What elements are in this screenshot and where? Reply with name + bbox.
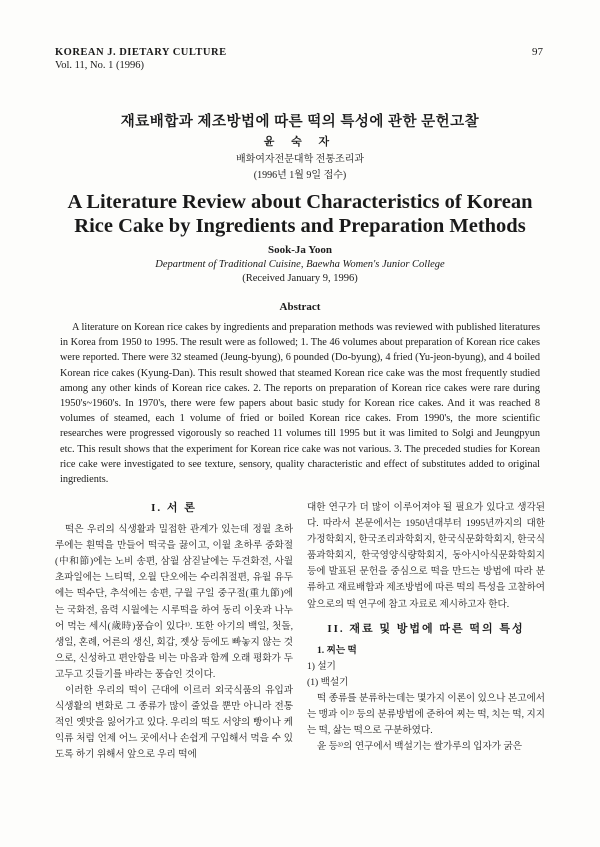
body-paragraph: 떡은 우리의 식생활과 밀접한 관계가 있는데 정월 초하루에는 흰떡을 만들어 떡국을 끓이고, 이월 초하루 중화절(中和節)에는 노비 송편, 삼월 삼짇날에는 두견화전, 사월 초파일에는 느티떡, 오월 단오에는 수리취절편, 유월 유두에는 떡수단, 추석에는 송편, 구월 구일 중구절(重九節)에는 국화전, 음력 시월에는 시루떡을 하여 동리 이웃과 나누어 먹는 세시(歲時)풍습이 있다¹⁾. 또한 아기의 백일, 첫돌, 생일, 혼례, 어른의 생신, 회갑, 젯상 등에도 빠놓지 않는 것으로, 신성하고 편안함을 비는 마음과 함께 오래 평화가 두고두고 깃들기를 바라는 풍습인 것이다. (55, 524, 293, 680)
korean-author: 윤 숙 자 (263, 136, 337, 148)
body-paragraph: 떡 종류를 분류하는데는 몇가지 이론이 있으나 본고에서는 맹과 이²⁾ 등의 분류방법에 준하여 찌는 떡, 치는 떡, 지지는 떡, 삶는 떡으로 구분하였다. (307, 693, 545, 737)
korean-title: 재료배합과 제조방법에 따른 떡의 특성에 관한 문헌고찰 (120, 114, 480, 130)
english-title (0, 190, 600, 238)
left-column (55, 500, 293, 764)
english-title-line1: A Literature Review about Characteristics of Korean (67, 191, 533, 213)
section-heading-introduction: I. 서 론 (151, 502, 197, 514)
korean-affiliation: 배화여자전문대학 전통조리과 (235, 154, 365, 165)
body-paragraph: 윤 등³⁾의 연구에서 백설기는 쌀가루의 입자가 굵은 (317, 741, 522, 753)
english-received-date: (Received January 9, 1996) (242, 273, 358, 284)
english-affiliation: Department of Traditional Cuisine, Baewha Women's Junior College (155, 259, 445, 270)
journal-header (55, 46, 227, 72)
abstract-text: A literature on Korean rice cakes by ingredients and preparation methods was reviewed with published literatures in Korea from 1950 to 1995. The result were as followed; 1. The 46 volumes about preparation of Korean rice cakes were reported. There were 32 steamed (Jeung-byung), 6 pounded (Do-byung), 4 fried (Yu-jeon-byung), and 4 boiled Korean rice cakes (Kyung-Dan). This result showed that steamed Korean rice cake was the most frequently studied among any other kinds of Korean rice cakes. 2. The reports on preparation of Korean rice cakes were rare during 1950's~1960's. In 1970's, there were few papers about basic study for Korean rice cakes. And it was reached 8 volumes of steamed, each 1 volume of fried or boiled Korean rice cakes. From 1990's, the more scientific researches were progressed vigorously so reached 11 volumes till 1995 but it was limited to Solgi and Jeungpyun etc. This result shows that the experiment for Korean rice cake was not various. 3. The preceded studies for Korean rice cake were investigated to see texture, sensory, quality characteristic and effect of substitutes added to original ingredients. (60, 322, 540, 486)
body-paragraph: 이러한 우리의 떡이 근대에 이르러 외국식품의 유입과 식생활의 변화로 그 종류가 많이 줄었을 뿐만 아니라 전통적인 옛맛을 잃어가고 있다. 우리의 떡도 서양의 빵이나 케익류 처럼 언제 어느 곳에서나 손쉽게 구입해서 먹을 수 있도록 하기 위해서 앞으로 우리 떡에 (55, 685, 293, 761)
english-title-line2: Rice Cake by Ingredients and Preparation Methods (74, 215, 526, 237)
english-author: Sook-Ja Yoon (267, 244, 333, 256)
subheading: 1. 찌는 떡 (317, 644, 357, 656)
subheading: (1) 백설기 (307, 676, 349, 688)
abstract-heading: Abstract (279, 301, 321, 313)
page-number: 97 (532, 46, 543, 58)
journal-name: KOREAN J. DIETARY CULTURE (55, 47, 227, 58)
journal-volume: Vol. 11, No. 1 (1996) (55, 60, 144, 71)
subheading: 1) 설기 (307, 660, 336, 672)
section-heading-characteristics: II. 재료 및 방법에 따른 떡의 특성 (327, 622, 525, 635)
right-column (307, 500, 545, 755)
body-paragraph: 대한 연구가 더 많이 이루어져야 될 필요가 있다고 생각된다. 따라서 본문에서는 1950년대부터 1995년까지의 대한가정학회지, 한국조리과학회지, 한국식문화학회지, 한국식품과학회지, 한국영양식량학회지, 동아시아식문화학회지 등에 발표된 문헌을 중심으로 떡을 만드는 방법에 따라 분류하고 재료배합과 제조방법에 따른 떡의 특성을 고찰하여 앞으로의 떡 연구에 참고 자료로 제시하고자 한다. (307, 502, 545, 610)
korean-received-date: (1996년 1월 9일 접수) (253, 170, 347, 181)
